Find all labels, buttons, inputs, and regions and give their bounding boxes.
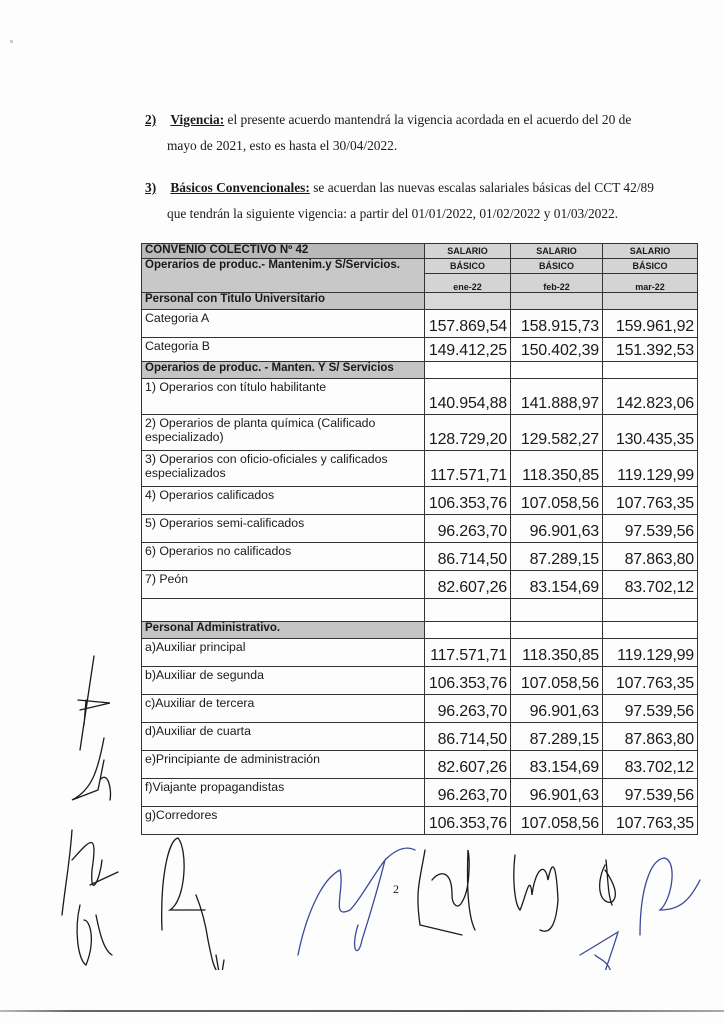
salary-value: 140.954,88 [425,379,511,415]
row-label: 5) Operarios semi-calificados [142,515,425,543]
clause-keyword: Básicos Convencionales: [170,180,310,195]
salary-value: 158.915,73 [511,310,603,338]
salary-value: 142.823,06 [603,379,698,415]
clause-vigencia [145,107,675,159]
clause-basicos-convencionales [145,175,675,227]
section-title: Operarios de produc. - Manten. Y S/ Servicios [142,362,425,379]
salary-value: 129.582,27 [511,415,603,451]
salary-value: 97.539,56 [603,695,698,723]
table-row [142,415,698,451]
section-header-row [142,293,698,310]
salary-value: 130.435,35 [603,415,698,451]
row-label: c)Auxiliar de tercera [142,695,425,723]
section-header-row [142,362,698,379]
salary-value: 96.901,63 [511,695,603,723]
salary-value: 106.353,76 [425,487,511,515]
salary-value: 128.729,20 [425,415,511,451]
column-header: SALARIO [603,244,698,259]
clause-text-line2: mayo de 2021, esto es hasta el 30/04/2022. [167,138,398,153]
row-label: a)Auxiliar principal [142,639,425,667]
salary-value: 119.129,99 [603,639,698,667]
salary-value: 96.901,63 [511,515,603,543]
row-label: g)Corredores [142,807,425,835]
salary-value: 87.863,80 [603,543,698,571]
row-label: f)Viajante propagandistas [142,779,425,807]
salary-value: 83.702,12 [603,571,698,599]
month-header: feb-22 [511,274,603,293]
salary-value: 118.350,85 [511,639,603,667]
row-label: Categoria B [142,338,425,362]
month-header: mar-22 [603,274,698,293]
salary-value: 82.607,26 [425,751,511,779]
table-row [142,338,698,362]
table-title: CONVENIO COLECTIVO Nº 42 [142,244,425,259]
clause-text-line1: se acuerdan las nuevas escalas salariales básicas del CCT 42/89 [309,180,654,195]
column-header: SALARIO [425,244,511,259]
salary-value: 107.763,35 [603,667,698,695]
salary-value: 107.058,56 [511,667,603,695]
section-title: Personal con Titulo Universitario [142,293,425,310]
salary-value: 157.869,54 [425,310,511,338]
scan-edge-line [0,1010,724,1012]
salary-value: 117.571,71 [425,639,511,667]
scan-speck [10,40,13,43]
table-row [142,310,698,338]
row-label: 4) Operarios calificados [142,487,425,515]
row-label: d)Auxiliar de cuarta [142,723,425,751]
salary-value: 96.263,70 [425,779,511,807]
salary-value: 119.129,99 [603,451,698,487]
signatures-icon [0,640,724,970]
salary-value: 87.863,80 [603,723,698,751]
clause-number: 2) [145,112,157,127]
salary-value: 86.714,50 [425,723,511,751]
salary-value: 107.763,35 [603,487,698,515]
salary-value: 107.763,35 [603,807,698,835]
salary-value: 97.539,56 [603,515,698,543]
salary-value: 83.702,12 [603,751,698,779]
salary-value: 159.961,92 [603,310,698,338]
salary-value: 107.058,56 [511,807,603,835]
table-subtitle: Operarios de produc.- Mantenim.y S/Servicios. [142,259,425,293]
salary-value: 106.353,76 [425,667,511,695]
table-row [142,379,698,415]
salary-value: 96.263,70 [425,515,511,543]
column-header: BÁSICO [603,259,698,274]
salary-value: 87.289,15 [511,543,603,571]
salary-value: 107.058,56 [511,487,603,515]
salary-value: 150.402,39 [511,338,603,362]
salary-value: 149.412,25 [425,338,511,362]
salary-value: 83.154,69 [511,751,603,779]
blank-row [142,599,698,622]
salary-value: 141.888,97 [511,379,603,415]
clause-keyword: Vigencia: [170,112,225,127]
column-header: BÁSICO [425,259,511,274]
page-number: 2 [393,882,399,896]
table-row [142,487,698,515]
row-label: e)Principiante de administración [142,751,425,779]
salary-value: 96.263,70 [425,695,511,723]
row-label: 1) Operarios con título habilitante [142,379,425,415]
row-label: 7) Peón [142,571,425,599]
clause-number: 3) [145,180,157,195]
salary-value: 87.289,15 [511,723,603,751]
column-header: BÁSICO [511,259,603,274]
salary-value: 151.392,53 [603,338,698,362]
salary-value: 97.539,56 [603,779,698,807]
salary-value: 96.901,63 [511,779,603,807]
row-label: b)Auxiliar de segunda [142,667,425,695]
section-title: Personal Administrativo. [142,622,425,639]
clause-text-line1: el presente acuerdo mantendrá la vigencia acordada en el acuerdo del 20 de [224,112,632,127]
row-label: 2) Operarios de planta química (Calificado especializado) [142,415,425,451]
table-row [142,571,698,599]
table-row [142,543,698,571]
salary-value: 82.607,26 [425,571,511,599]
row-label: 6) Operarios no calificados [142,543,425,571]
salary-value: 117.571,71 [425,451,511,487]
salary-value: 106.353,76 [425,807,511,835]
salary-value: 83.154,69 [511,571,603,599]
row-label: 3) Operarios con oficio-oficiales y calificados especializados [142,451,425,487]
clause-text-line2: que tendrán la siguiente vigencia: a partir del 01/01/2022, 01/02/2022 y 01/03/2022. [167,206,619,221]
row-label: Categoria A [142,310,425,338]
section-header-row [142,622,698,639]
table-header-row [142,244,698,259]
month-header: ene-22 [425,274,511,293]
column-header: SALARIO [511,244,603,259]
table-row [142,515,698,543]
salary-value: 86.714,50 [425,543,511,571]
table-row [142,451,698,487]
salary-value: 118.350,85 [511,451,603,487]
table-header-row [142,259,698,274]
